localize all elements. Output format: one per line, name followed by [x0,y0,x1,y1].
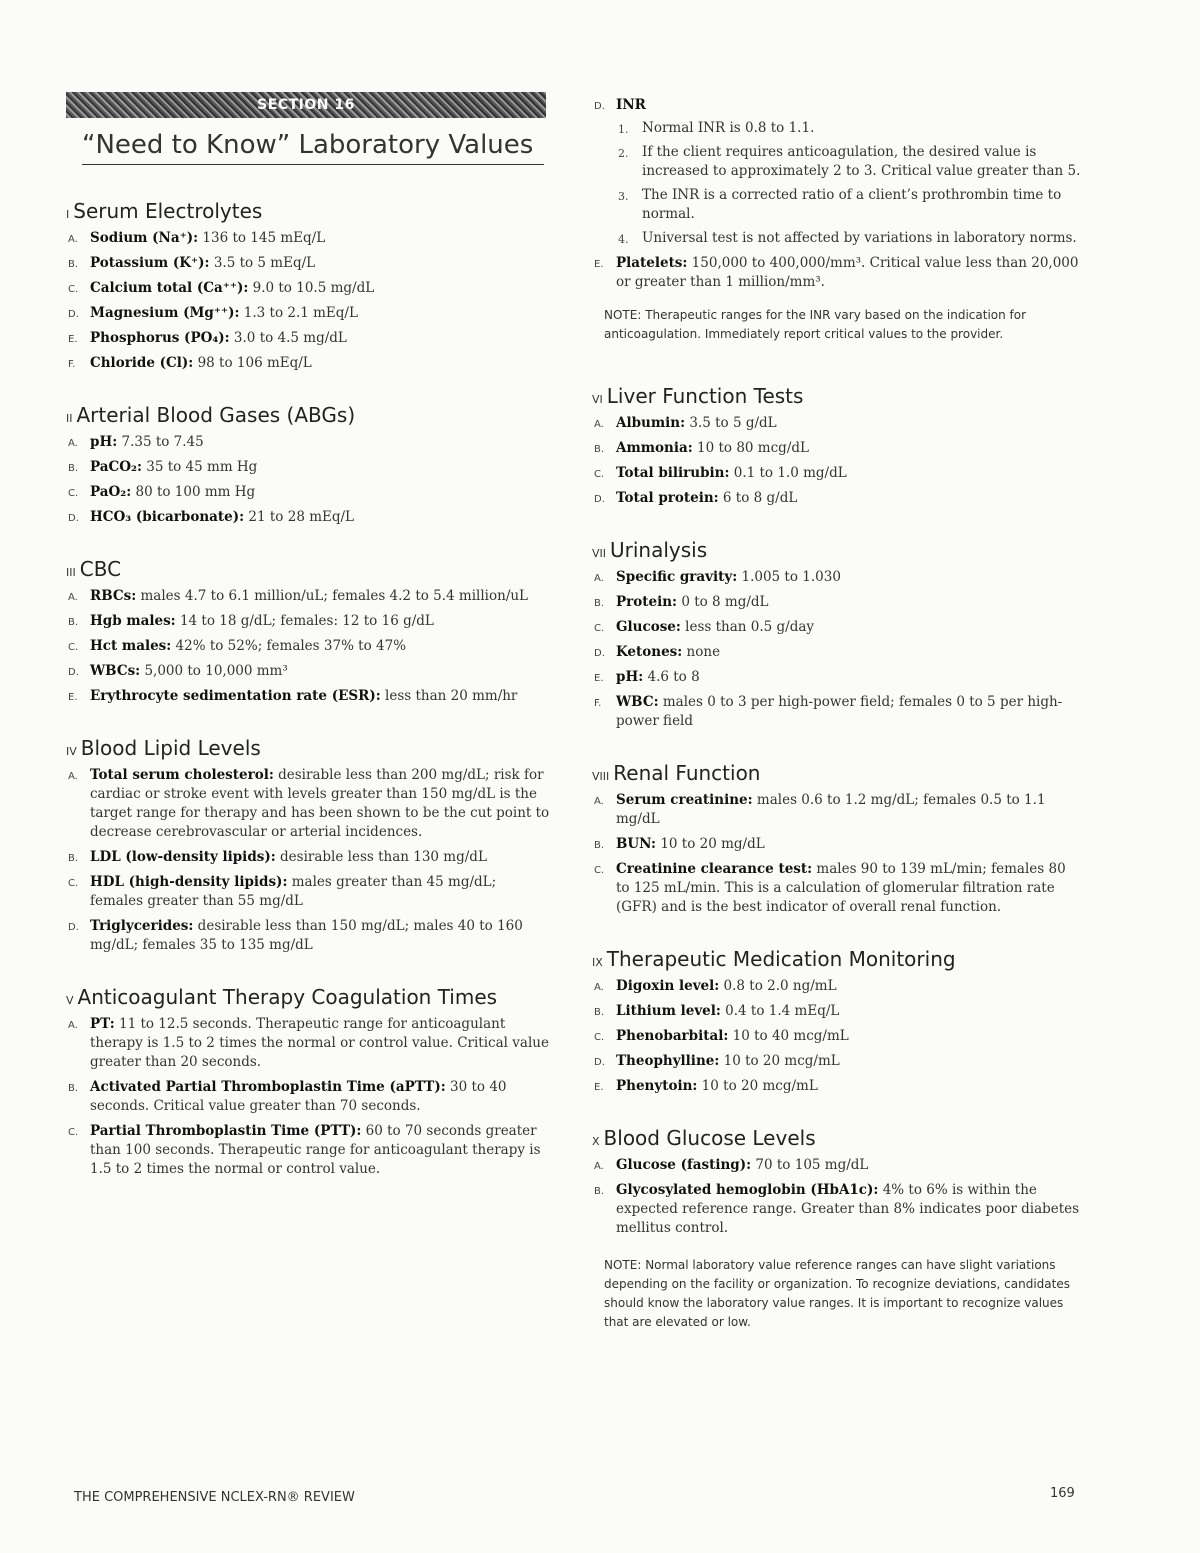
list-item [592,860,1082,917]
item-letter: A. [594,1161,604,1172]
item-text: 42% to 52%; females 37% to 47% [171,638,407,654]
item-text: males 90 to 139 mL/min; females 80 to 125 mL/min. This is a calculation of glomerular filtration rate (GFR) and is the best indicator of overall renal function. [616,861,1066,915]
platelets-item [592,254,1082,292]
item-text: 60 to 70 seconds greater than 100 seconds. Therapeutic range for anticoagulant therapy is 1.5 to 2 times the normal or control value. [90,1123,541,1177]
list-item [66,433,550,452]
item-term: Digoxin level: [616,978,720,994]
item-text: 0.1 to 1.0 mg/dL [729,465,847,481]
group-title-text: Therapeutic Medication Monitoring [606,947,956,971]
item-term: PaCO₂: [90,459,142,475]
item-letter: E. [68,692,78,703]
list-item [66,687,550,706]
left-groups [66,199,550,1179]
group-title [66,557,550,581]
inr-subitem [616,229,1082,248]
item-text: 35 to 45 mm Hg [141,459,258,475]
group-items [592,568,1082,731]
item-letter: C. [68,284,79,295]
item-letter: D. [68,309,79,320]
item-text: 0.8 to 2.0 ng/mL [719,978,837,994]
item-text: 1.3 to 2.1 mEq/L [239,305,358,321]
item-letter: B. [594,1007,605,1018]
list-item [66,637,550,656]
item-text: 150,000 to 400,000/mm³. Critical value less than 20,000 or greater than 1 million/mm³. [616,255,1079,290]
item-term: Activated Partial Thromboplastin Time (aPTT): [90,1079,446,1095]
list-item [66,1015,550,1072]
item-letter: C. [594,469,605,480]
list-item [66,766,550,842]
item-text: 9.0 to 10.5 mg/dL [248,280,375,296]
item-text: 6 to 8 g/dL [718,490,798,506]
item-term: HDL (high-density lipids): [90,874,288,890]
item-letter: E. [68,334,78,345]
list-item [66,229,550,248]
inr-sublist [616,119,1082,248]
group-title-text: Arterial Blood Gases (ABGs) [76,403,356,427]
group-roman-numeral: VIII [592,770,610,783]
group-title-text: Blood Glucose Levels [603,1126,816,1150]
group-title-text: Blood Lipid Levels [80,736,261,760]
item-letter: C. [68,488,79,499]
item-text: 10 to 40 mcg/mL [728,1028,849,1044]
item-letter: D. [594,494,605,505]
list-item [592,1052,1082,1071]
list-item [66,612,550,631]
item-text: 14 to 18 g/dL; females: 12 to 16 g/dL [175,613,434,629]
item-term: Erythrocyte sedimentation rate (ESR): [90,688,381,704]
subitem-text: Universal test is not affected by variations in laboratory norms. [642,230,1077,246]
lab-group [592,761,1082,917]
item-term: Hgb males: [90,613,176,629]
item-text: less than 0.5 g/day [680,619,815,635]
subitem-number: 4. [618,233,629,246]
subitem-text: If the client requires anticoagulation, the desired value is increased to approximately 2 to 3. Critical value greater than 5. [642,144,1081,179]
list-item [592,1027,1082,1046]
list-item [66,279,550,298]
subitem-text: Normal INR is 0.8 to 1.1. [642,120,815,136]
item-text: 98 to 106 mEq/L [193,355,312,371]
item-letter: B. [594,598,605,609]
item-text: males 0 to 3 per high-power field; females 0 to 5 per high-power field [616,694,1063,729]
item-letter: C. [68,642,79,653]
item-letter: E. [594,1082,604,1093]
list-item [592,643,1082,662]
list-item [66,1078,550,1116]
item-term: LDL (low-density lipids): [90,849,276,865]
lab-group [592,1126,1082,1238]
item-term: Glucose (fasting): [616,1157,752,1173]
list-item [66,354,550,373]
item-term: Hct males: [90,638,172,654]
item-term: Specific gravity: [616,569,738,585]
group-title-text: Serum Electrolytes [73,199,263,223]
group-title-text: Anticoagulant Therapy Coagulation Times [77,985,498,1009]
item-term: Protein: [616,594,678,610]
list-item [66,873,550,911]
lab-group [592,947,1082,1096]
item-letter: B. [68,463,79,474]
note-inr: NOTE: Therapeutic ranges for the INR vary based on the indication for anticoagulation. Immediately report critical values to the provider. [604,308,1027,341]
list-item [66,662,550,681]
group-roman-numeral: I [66,208,70,221]
lab-group [66,557,550,706]
item-text: 80 to 100 mm Hg [131,484,256,500]
inr-subitem [616,119,1082,138]
item-letter: B. [68,617,79,628]
group-items [66,1015,550,1179]
list-item [592,593,1082,612]
group-items [592,791,1082,917]
group-roman-numeral: II [66,412,73,425]
group-title [66,199,550,223]
group-title-text: CBC [79,557,122,581]
item-term: WBCs: [90,663,141,679]
item-letter: D. [594,648,605,659]
item-term: Glucose: [616,619,681,635]
item-term: Potassium (K⁺): [90,255,210,271]
inr-subitem [616,143,1082,181]
group-roman-numeral: III [66,566,76,579]
group-title-text: Urinalysis [610,538,708,562]
item-term: HCO₃ (bicarbonate): [90,509,245,525]
group-title [592,947,1082,971]
item-letter: A. [68,592,78,603]
group-items [66,587,550,706]
lab-group [66,403,550,527]
lab-group [592,384,1082,508]
inr-item [592,96,1082,248]
list-item [592,1077,1082,1096]
item-letter: D. [68,513,79,524]
list-item [592,568,1082,587]
item-term: Platelets: [616,255,688,271]
item-text: 3.0 to 4.5 mg/dL [229,330,347,346]
item-text: 136 to 145 mEq/L [198,230,326,246]
item-letter: A. [68,234,78,245]
item-text: 10 to 20 mg/dL [656,836,765,852]
item-letter: F. [68,359,76,370]
item-letter: C. [594,623,605,634]
item-text: less than 20 mm/hr [380,688,518,704]
item-letter: D. [594,1057,605,1068]
list-item [66,304,550,323]
group-items [592,977,1082,1096]
group-title [592,1126,1082,1150]
item-text: 3.5 to 5 g/dL [685,415,777,431]
group-title [592,384,1082,408]
item-term: INR [616,97,646,113]
lab-group [66,199,550,373]
group-title-text: Renal Function [613,761,761,785]
item-term: Total bilirubin: [616,465,730,481]
item-letter: B. [68,259,79,270]
footer-book-title: THE COMPREHENSIVE NCLEX-RN® REVIEW [74,1490,355,1505]
item-letter: E. [594,259,604,270]
item-letter: B. [68,1083,79,1094]
item-term: Ammonia: [616,440,693,456]
item-letter: C. [594,865,605,876]
list-item [592,791,1082,829]
item-letter: F. [594,698,602,709]
group-title-text: Liver Function Tests [606,384,804,408]
right-groups [592,384,1082,1238]
list-item [66,848,550,867]
item-term: WBC: [616,694,659,710]
item-letter: C. [594,1032,605,1043]
item-term: Theophylline: [616,1053,720,1069]
item-term: BUN: [616,836,657,852]
lab-group [592,538,1082,731]
item-text: 5,000 to 10,000 mm³ [140,663,288,679]
item-letter: A. [68,771,78,782]
group-items [592,1156,1082,1238]
list-item [66,587,550,606]
subitem-text: The INR is a corrected ratio of a client’s prothrombin time to normal. [642,187,1062,222]
item-text: 21 to 28 mEq/L [244,509,355,525]
coag-continued-list [592,96,1082,292]
inr-subitem [616,186,1082,224]
page-number: 169 [1050,1486,1075,1501]
item-text: desirable less than 150 mg/dL; males 40 to 160 mg/dL; females 35 to 135 mg/dL [90,918,523,953]
item-letter: A. [594,982,604,993]
list-item [66,508,550,527]
group-title [592,538,1082,562]
item-letter: D. [68,922,79,933]
item-term: Albumin: [616,415,686,431]
group-title [592,761,1082,785]
item-term: Partial Thromboplastin Time (PTT): [90,1123,362,1139]
item-term: pH: [90,434,118,450]
item-text: 0.4 to 1.4 mEq/L [720,1003,840,1019]
item-letter: B. [594,1186,605,1197]
group-roman-numeral: X [592,1135,600,1148]
group-roman-numeral: IX [592,956,603,969]
item-text: 4.6 to 8 [643,669,700,685]
item-term: Ketones: [616,644,683,660]
list-item [592,977,1082,996]
item-text: 10 to 80 mcg/dL [692,440,809,456]
list-item [66,483,550,502]
item-term: Glycosylated hemoglobin (HbA1c): [616,1182,879,1198]
item-text: desirable less than 200 mg/dL; risk for cardiac or stroke event with levels greater than 150 mg/dL is the target range for therapy and has been shown to be the cut point to decrease cerebrovascular or arterial incidences. [90,767,550,840]
group-roman-numeral: V [66,994,74,1007]
group-items [66,766,550,955]
group-title [66,736,550,760]
left-column [66,92,550,1185]
group-items [592,414,1082,508]
item-text: 1.005 to 1.030 [737,569,841,585]
item-text: males greater than 45 mg/dL; females greater than 55 mg/dL [90,874,497,909]
item-term: Triglycerides: [90,918,194,934]
item-term: Chloride (Cl): [90,355,194,371]
list-item [592,414,1082,433]
item-letter: A. [594,573,604,584]
item-term: Sodium (Na⁺): [90,230,199,246]
item-letter: C. [68,1127,79,1138]
item-term: RBCs: [90,588,137,604]
item-term: pH: [616,669,644,685]
item-text: 3.5 to 5 mEq/L [209,255,316,271]
group-items [66,229,550,373]
lab-group [66,736,550,955]
list-item [592,464,1082,483]
subitem-number: 1. [618,123,629,136]
item-term: Lithium level: [616,1003,721,1019]
item-letter: D. [594,101,605,112]
item-term: Creatinine clearance test: [616,861,813,877]
item-text: 0 to 8 mg/dL [677,594,769,610]
list-item [66,254,550,273]
item-text: 7.35 to 7.45 [117,434,204,450]
item-letter: A. [68,1020,78,1031]
group-roman-numeral: VII [592,547,607,560]
item-term: Phosphorus (PO₄): [90,330,230,346]
item-letter: B. [594,840,605,851]
group-roman-numeral: VI [592,393,603,406]
right-column [592,96,1082,1332]
item-letter: B. [594,444,605,455]
list-item [66,917,550,955]
item-text: 4% to 6% is within the expected reference range. Greater than 8% indicates poor diabetes mellitus control. [616,1182,1080,1236]
item-term: Total serum cholesterol: [90,767,274,783]
item-text: 10 to 20 mcg/mL [719,1053,840,1069]
list-item [592,1002,1082,1021]
page-title: “Need to Know” Laboratory Values [82,130,544,165]
item-letter: A. [594,419,604,430]
list-item [66,329,550,348]
item-letter: C. [68,878,79,889]
group-roman-numeral: IV [66,745,77,758]
item-text: 10 to 20 mcg/mL [697,1078,818,1094]
list-item [66,1122,550,1179]
list-item [592,835,1082,854]
item-text: desirable less than 130 mg/dL [275,849,487,865]
item-letter: E. [594,673,604,684]
item-term: PaO₂: [90,484,132,500]
item-term: Magnesium (Mg⁺⁺): [90,305,240,321]
item-term: PT: [90,1016,115,1032]
list-item [66,458,550,477]
note-general: NOTE: Normal laboratory value reference ranges can have slight variations depending on the facility or organization. To recognize deviations, candidates should know the laboratory value ranges. It is important to recognize values that are elevated or low. [604,1258,1070,1329]
item-letter: D. [68,667,79,678]
item-text: 11 to 12.5 seconds. Therapeutic range for anticoagulant therapy is 1.5 to 2 times the normal or control value. Critical value greater than 20 seconds. [90,1016,549,1070]
list-item [592,668,1082,687]
item-text: 70 to 105 mg/dL [751,1157,869,1173]
item-term: Phenobarbital: [616,1028,729,1044]
item-text: 30 to 40 seconds. Critical value greater than 70 seconds. [90,1079,507,1114]
item-letter: A. [594,796,604,807]
group-items [66,433,550,527]
list-item [592,693,1082,731]
list-item [592,1181,1082,1238]
item-term: Serum creatinine: [616,792,753,808]
item-letter: A. [68,438,78,449]
subitem-number: 3. [618,190,629,203]
list-item [592,439,1082,458]
item-letter: B. [68,853,79,864]
item-text: males 4.7 to 6.1 million/uL; females 4.2 to 5.4 million/uL [136,588,529,604]
list-item [592,1156,1082,1175]
list-item [592,489,1082,508]
group-title [66,985,550,1009]
subitem-number: 2. [618,147,629,160]
group-title [66,403,550,427]
item-term: Total protein: [616,490,719,506]
item-term: Phenytoin: [616,1078,698,1094]
item-text: males 0.6 to 1.2 mg/dL; females 0.5 to 1.1 mg/dL [616,792,1046,827]
list-item [592,618,1082,637]
lab-group [66,985,550,1179]
section-banner: SECTION 16 [66,92,546,118]
item-term: Calcium total (Ca⁺⁺): [90,280,249,296]
item-text: none [682,644,721,660]
